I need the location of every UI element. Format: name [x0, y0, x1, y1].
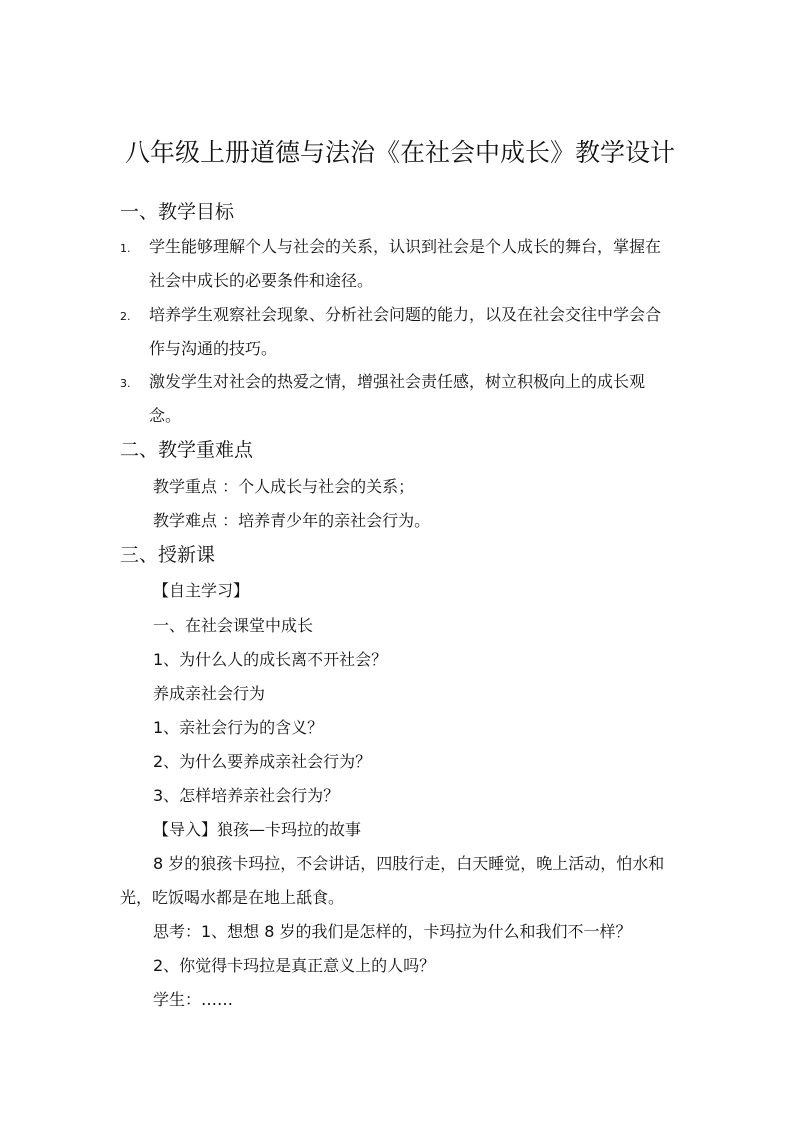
- lesson-line: 养成亲社会行为: [153, 684, 266, 703]
- list-item-text: 学生能够理解个人与社会的关系，认识到社会是个人成长的舞台，掌握在: [149, 237, 662, 256]
- lesson-line: 3、怎样培养亲社会行为？: [153, 786, 340, 805]
- list-item-text-continued: 念。: [149, 406, 182, 425]
- lesson-line: 一、在社会课堂中成长: [153, 616, 314, 635]
- list-item-text: 培养学生观察社会现象、分析社会问题的能力，以及在社会交往中学会合: [149, 305, 662, 324]
- teaching-focus: 教学重点 ：个人成长与社会的关系；: [153, 477, 415, 496]
- think-question: 2、你觉得卡玛拉是真正意义上的人吗？: [153, 956, 436, 975]
- section-heading-objectives: 一、教学目标: [120, 201, 235, 223]
- lesson-line: 1、亲社会行为的含义？: [153, 718, 324, 737]
- list-item-text-continued: 社会中成长的必要条件和途径。: [149, 271, 374, 290]
- list-item-text-continued: 作与沟通的技巧。: [149, 339, 278, 358]
- lesson-line: 【导入】狼孩—卡玛拉的故事: [153, 820, 362, 839]
- section-heading-new-lesson: 三、授新课: [120, 544, 216, 566]
- list-number: 2.: [120, 310, 131, 323]
- document-title: 八年级上册道德与法治《在社会中成长》教学设计: [124, 138, 675, 167]
- story-paragraph-continued: 光，吃饭喝水都是在地上舐食。: [120, 888, 345, 907]
- section-heading-key-points: 二、教学重难点: [120, 439, 254, 461]
- story-paragraph: 8 岁的狼孩卡玛拉，不会讲话，四肢行走，白天睡觉，晚上活动，怕水和: [153, 854, 665, 873]
- think-question: 思考：1、想想 8 岁的我们是怎样的，卡玛拉为什么和我们不一样？: [153, 922, 632, 941]
- lesson-line: 1、为什么人的成长离不开社会？: [153, 650, 388, 669]
- list-number: 1.: [120, 242, 131, 255]
- teaching-difficulty: 教学难点 ：培养青少年的亲社会行为。: [153, 511, 431, 530]
- list-number: 3.: [120, 377, 131, 390]
- student-response: 学生：……: [153, 990, 234, 1009]
- lesson-line: 【自主学习】: [153, 581, 250, 600]
- lesson-line: 2、为什么要养成亲社会行为？: [153, 752, 372, 771]
- list-item-text: 激发学生对社会的热爱之情，增强社会责任感，树立积极向上的成长观: [149, 372, 646, 391]
